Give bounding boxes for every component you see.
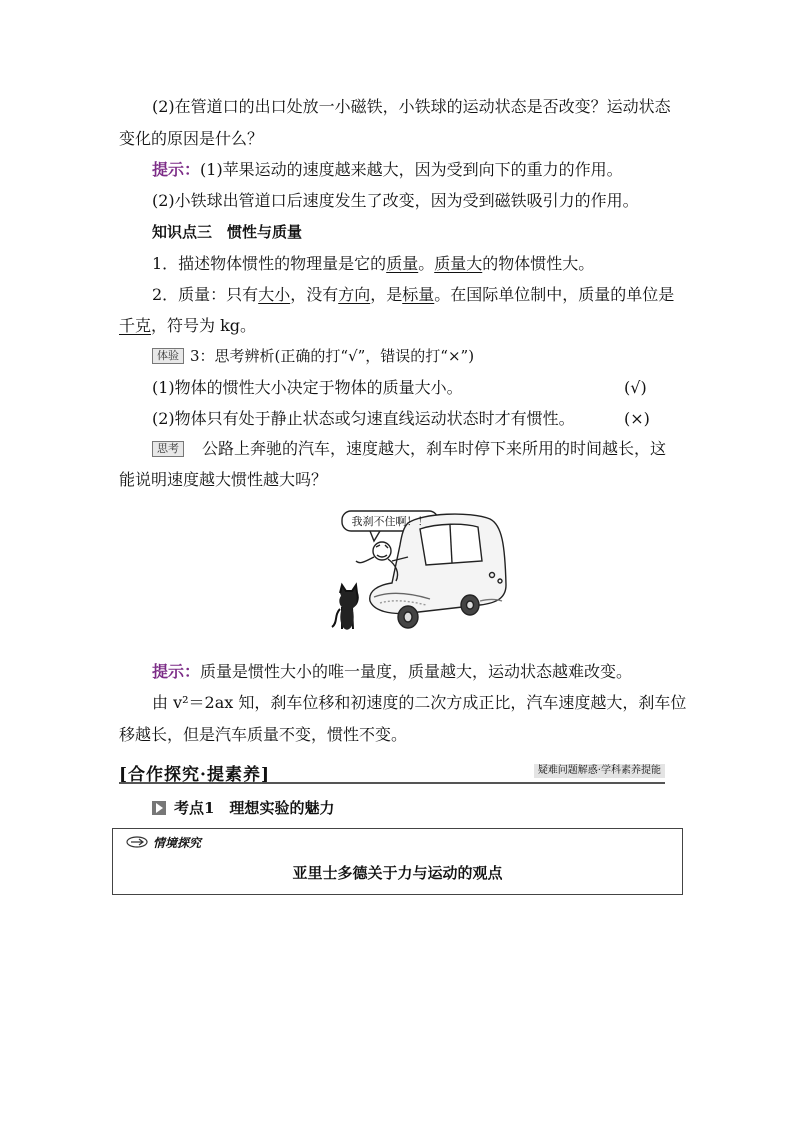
speech-bubble-text: 我刹不住啊！！ xyxy=(351,515,429,528)
hint-2-line-1: 提示：质量是惯性大小的唯一量度，质量越大，运动状态越难改变。 xyxy=(152,662,633,681)
q2-line-1: (2)在管道口的出口处放一小磁铁，小铁球的运动状态是否改变？运动状态 xyxy=(152,97,671,116)
exercise-item-2: (2)物体只有处于静止状态或匀速直线运动状态时才有惯性。 xyxy=(152,409,575,428)
blank-mass: 质量 xyxy=(386,254,419,273)
hint-1-line-1 xyxy=(152,160,623,180)
exercise-tag: 体验 xyxy=(152,348,184,364)
blank-mass-large: 质量大 xyxy=(434,254,483,273)
exercise-item-2-mark: (×) xyxy=(624,409,650,428)
scenario-label: 情境探究 xyxy=(153,836,202,850)
hint-text: (1)苹果运动的速度越来越大，因为受到向下的重力的作用。 xyxy=(200,160,623,179)
key-point-1-title: 考点1 理想实验的魅力 xyxy=(152,798,334,818)
hint-label: 提示： xyxy=(152,160,201,179)
car-cartoon-illustration xyxy=(330,505,520,640)
hint-1-line-2: (2)小铁球出管道口后速度发生了改变，因为受到磁铁吸引力的作用。 xyxy=(152,191,639,210)
blank-scalar: 标量 xyxy=(402,285,435,304)
think-tag: 思考 xyxy=(152,441,184,457)
blank-magnitude: 大小 xyxy=(258,285,291,304)
scenario-icon xyxy=(125,835,149,849)
kp3-item-2: 2．质量：只有大小，没有方向，是标量。在国际单位制中，质量的单位是 xyxy=(152,285,675,304)
hint-label-2: 提示： xyxy=(152,662,201,681)
q2-line-2: 变化的原因是什么？ xyxy=(119,129,264,148)
exercise-item-1: (1)物体的惯性大小决定于物体的质量大小。 xyxy=(152,378,463,397)
play-arrow-icon xyxy=(152,801,166,815)
hint-2-line-2: 由 v²＝2ax 知，刹车位移和初速度的二次方成正比，汽车速度越大，刹车位 xyxy=(152,693,687,712)
think-line-2: 能说明速度越大惯性越大吗？ xyxy=(119,470,328,489)
kp3-item-2-cont: 千克，符号为 kg。 xyxy=(119,316,257,335)
section-subtitle: 疑难问题解惑·学科素养提能 xyxy=(534,764,665,778)
think-line-1: 思考 公路上奔驰的汽车，速度越大，刹车时停下来所用的时间越长，这 xyxy=(152,439,666,459)
exercise-intro: 体验 3：思考辨析(正确的打“√”，错误的打“×”) xyxy=(152,346,474,366)
scenario-title: 亚里士多德关于力与运动的观点 xyxy=(292,864,503,882)
exercise-item-1-mark: (√) xyxy=(624,378,647,397)
blank-kilogram: 千克 xyxy=(119,316,152,335)
knowledge-point-3-title: 知识点三 惯性与质量 xyxy=(152,223,303,241)
scenario-box xyxy=(112,828,683,895)
section-title: [合作探究·提素养] xyxy=(119,765,271,785)
kp3-item-1: 1．描述物体惯性的物理量是它的质量。质量大的物体惯性大。 xyxy=(152,254,595,273)
hint-2-line-3: 移越长，但是汽车质量不变，惯性不变。 xyxy=(119,725,408,744)
section-header xyxy=(119,760,665,784)
blank-direction: 方向 xyxy=(338,285,371,304)
